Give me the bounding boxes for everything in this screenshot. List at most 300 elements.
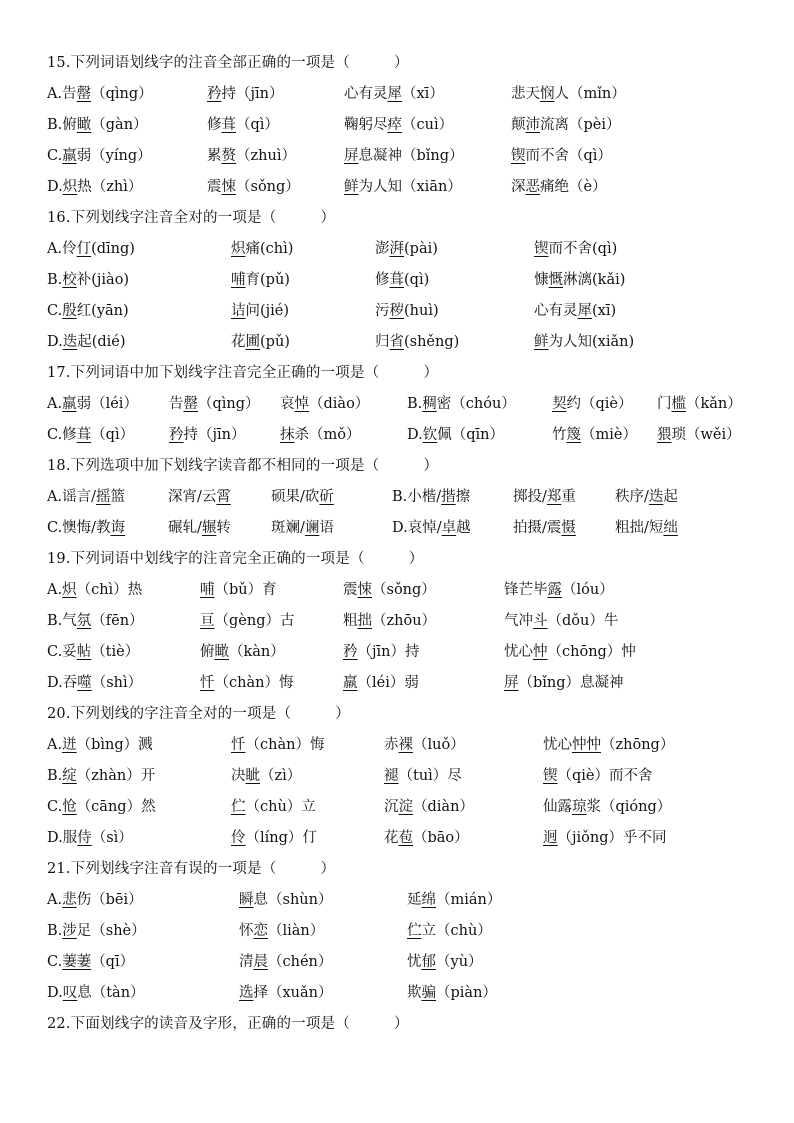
option-cell [47,172,142,203]
option-row [47,234,767,265]
underlined-character: 羸 [62,148,77,164]
option-item: 抹杀（mǒ） [280,427,361,443]
option-cell [47,327,126,358]
option-cell [657,420,741,451]
option-cell [168,482,231,513]
option-item: B.涉足（shè） [47,923,146,939]
option-item: 告罄（qìng） [169,396,260,412]
option-row [47,513,767,544]
option-item: 矜持（jīn） [207,86,284,102]
option-item: C.羸弱（yíng） [47,148,152,164]
option-cell [47,141,152,172]
underlined-character: 噬 [77,675,92,691]
option-row [47,978,767,1009]
underlined-character: 锲 [534,241,549,257]
option-item: 颠沛流离（pèi） [511,117,621,133]
option-item: B.绽（zhàn）开 [47,768,156,784]
option-cell [47,482,125,513]
option-cell [543,792,671,823]
option-cell [231,296,289,327]
option-cell [239,947,332,978]
option-item: 归省(shěng) [375,334,460,350]
underlined-character: 骗 [421,985,436,1001]
option-row [47,885,767,916]
option-item: B.气氛（fēn） [47,613,144,629]
option-cell [47,79,153,110]
option-row [47,79,767,110]
underlined-character: 篾 [566,427,581,443]
underlined-character: 哺 [200,582,215,598]
underlined-character: 郑 [546,489,562,505]
underlined-character: 殷 [62,303,77,319]
option-item: C.萋萋（qī） [47,954,135,970]
option-cell [511,79,626,110]
underlined-character: 钦 [422,427,438,443]
underlined-character: 忡 [533,644,548,660]
option-cell [375,327,459,358]
underlined-character: 恋 [253,923,268,939]
underlined-character: 羸 [62,396,77,412]
option-cell [47,792,156,823]
option-item: 忏（chàn）悔 [200,675,294,691]
option-item: 忧心忡（chōng）忡 [504,644,636,660]
option-item: A.告罄（qìng） [47,86,153,102]
option-cell [47,823,133,854]
option-item: 矜持（jīn） [169,427,246,443]
option-cell [200,637,285,668]
option-cell [407,978,497,1009]
underlined-character: 帖 [76,644,92,660]
option-cell [534,296,616,327]
underlined-character: 慑 [561,520,576,536]
option-cell [552,420,637,451]
option-item: 锲（qiè）而不舍 [543,768,653,784]
option-row [47,730,767,761]
underlined-character: 绽 [62,768,77,784]
option-row [47,296,767,327]
option-cell [504,606,618,637]
option-item: C.妥帖（tiè） [47,644,140,660]
underlined-character: 矜 [343,644,358,660]
option-item: 哀悼（diào） [280,396,370,412]
option-item: 赤裸（luǒ） [384,737,465,753]
option-cell [392,513,471,544]
underlined-character: 锲 [543,768,558,784]
underlined-character: 葺 [76,427,92,443]
underlined-character: 萋萋 [62,954,92,970]
option-row [47,265,767,296]
underlined-character: 矜 [207,86,222,102]
question-stem: 21.下列划线字注音有误的一项是（ ） [47,861,336,877]
option-item: 修葺(qì) [375,272,430,288]
option-cell [47,637,139,668]
option-item: A.谣言/摇篮 [47,489,125,505]
option-item: 俯瞰（kàn） [200,644,285,660]
underlined-character: 屏 [504,675,519,691]
option-cell [280,420,360,451]
option-cell [200,668,293,699]
option-cell [231,234,293,265]
underlined-character: 绵 [421,892,436,908]
option-item: 沉淀（diàn） [384,799,474,815]
option-item: 忧郁（yù） [407,954,483,970]
underlined-character: 摇 [95,489,111,505]
option-item: A.炽（chì）热 [47,582,143,598]
underlined-character: 忡忡 [572,737,601,753]
option-cell [169,389,260,420]
option-cell [47,234,135,265]
underlined-character: 湃 [389,241,404,257]
option-cell [344,172,462,203]
option-item: 伫立（chù） [407,923,492,939]
question-stem: 22.下面划线字的读音及字形，正确的一项是（ ） [47,1016,409,1032]
underlined-character: 猥 [657,427,672,443]
option-item: 慷慨淋漓(kǎi) [534,272,626,288]
underlined-character: 稠 [422,396,437,412]
option-cell [47,575,142,606]
option-item: A.迸（bìng）溅 [47,737,153,753]
option-item: D.服侍（sì） [47,830,133,846]
option-item: D.吞噬（shì） [47,675,143,691]
option-cell [513,482,576,513]
option-item: 深恶痛绝（è） [511,179,607,195]
option-item: 碾轧/辗转 [168,520,231,536]
underlined-character: 抹 [280,427,295,443]
option-cell [231,792,316,823]
option-cell [344,79,444,110]
underlined-character: 悚 [221,179,236,195]
option-row [47,327,767,358]
option-cell [543,730,674,761]
option-cell [47,885,143,916]
option-item: 锲而不舍(qì) [534,241,618,257]
option-cell [511,172,607,203]
option-item: 锋芒毕露（lóu） [504,582,614,598]
underlined-character: 悚 [357,582,372,598]
underlined-character: 霄 [216,489,231,505]
option-cell [513,513,576,544]
option-row [47,172,767,203]
underlined-character: 鲜 [534,334,549,350]
underlined-character: 锲 [511,148,526,164]
option-item: A.伶仃(dīng) [47,241,135,257]
underlined-character: 犀 [577,303,592,319]
option-cell [343,668,419,699]
underlined-character: 慨 [548,272,563,288]
option-cell [552,389,633,420]
option-item: 延绵（mián） [407,892,502,908]
option-item: D.哀悼/卓越 [392,520,471,536]
option-cell [168,513,231,544]
option-cell [343,575,436,606]
option-cell [271,482,334,513]
option-item: C.修葺（qì） [47,427,135,443]
option-item: D.钦佩（qīn） [407,427,504,443]
option-cell [504,575,614,606]
option-cell [615,513,678,544]
underlined-character: 斗 [533,613,548,629]
underlined-character: 淀 [398,799,413,815]
option-item: 震悚（sǒng） [343,582,436,598]
option-item: 欺骗（piàn） [407,985,497,1001]
option-cell [511,110,621,141]
option-item: 屏息凝神（bǐng） [344,148,464,164]
option-item: 修葺（qì） [207,117,279,133]
underlined-character: 瘁 [387,117,402,133]
underlined-character: 斫 [319,489,334,505]
option-cell [47,606,144,637]
option-row [47,668,767,699]
option-row [47,606,767,637]
underlined-character: 炽 [62,179,78,195]
option-cell [375,296,439,327]
underlined-character: 炽 [231,241,246,257]
option-cell [231,730,324,761]
option-item: 鞠躬尽瘁（cuì） [344,117,454,133]
option-cell [47,668,142,699]
underlined-character: 赘 [221,148,236,164]
underlined-character: 亘 [200,613,215,629]
option-cell [407,420,504,451]
option-item: 忧心忡忡（zhōng） [543,737,675,753]
option-item: 悲天悯人（mǐn） [511,86,626,102]
option-row [47,761,767,792]
option-cell [344,141,464,172]
option-item: 斑斓/谰语 [271,520,334,536]
underlined-character: 露 [547,582,562,598]
option-item: 决眦（zì） [231,768,302,784]
underlined-character: 诲 [110,520,126,536]
underlined-character: 瞰 [76,117,92,133]
underlined-character: 鲜 [344,179,359,195]
underlined-character: 郁 [421,954,436,970]
underlined-character: 忏 [200,675,215,691]
option-item: 猥琐（wěi） [657,427,741,443]
underlined-character: 裸 [398,737,413,753]
option-cell [47,730,153,761]
underlined-character: 褪 [384,768,399,784]
option-cell [47,296,129,327]
option-item: D.炽热（zhì） [47,179,143,195]
option-cell [384,761,462,792]
option-item: 心有灵犀(xī) [534,303,617,319]
option-cell [231,327,290,358]
option-row [47,389,767,420]
underlined-character: 瞰 [214,644,229,660]
option-item: C.怆（cāng）然 [47,799,156,815]
underlined-character: 卓 [441,520,457,536]
option-cell [384,823,469,854]
underlined-character: 叹 [62,985,78,1001]
option-item: C.殷红(yān) [47,303,129,319]
underlined-character: 悼 [294,396,309,412]
option-row [47,110,767,141]
option-cell [47,916,146,947]
underlined-character: 仃 [76,241,92,257]
option-cell [504,637,636,668]
option-item: 震悚（sǒng） [207,179,300,195]
option-item: 花圃(pǔ) [231,334,290,350]
option-cell [231,761,301,792]
underlined-character: 迭 [648,489,664,505]
option-cell [534,234,617,265]
question-stem: 20.下列划线的字注音全对的一项是（ ） [47,706,350,722]
option-row [47,823,767,854]
question-stem: 17.下列词语中加下划线字注音完全正确的一项是（ ） [47,365,439,381]
option-cell [169,420,245,451]
underlined-character: 苞 [398,830,413,846]
option-cell [392,482,470,513]
option-cell [47,761,155,792]
option-cell [200,606,294,637]
option-item: 门槛（kǎn） [657,396,742,412]
option-cell [384,792,474,823]
option-cell [47,420,134,451]
option-cell [343,606,436,637]
option-item: 污秽(huì) [375,303,439,319]
option-row [47,420,767,451]
question-stem: 16.下列划线字注音全对的一项是（ ） [47,210,336,226]
underlined-character: 侍 [77,830,92,846]
underlined-character: 伫 [407,923,422,939]
option-item: D.迭起(dié) [47,334,126,350]
option-item: 哺育(pǔ) [231,272,290,288]
option-item: 褪（tuì）尽 [384,768,462,784]
option-cell [200,575,277,606]
underlined-character: 羸 [343,675,358,691]
option-cell [47,947,134,978]
option-item: 粗拙（zhōu） [343,613,437,629]
option-cell [343,637,419,668]
underlined-character: 谰 [304,520,320,536]
option-cell [207,79,283,110]
option-cell [239,885,332,916]
underlined-character: 秽 [389,303,404,319]
option-cell [534,327,634,358]
underlined-character: 忏 [231,737,246,753]
option-item: 清晨（chén） [239,954,333,970]
option-item: 炽痛(chì) [231,241,294,257]
underlined-character: 罄 [76,86,92,102]
question-stem: 19.下列词语中划线字的注音完全正确的一项是（ ） [47,551,424,567]
option-item: 深宵/云霄 [168,489,231,505]
underlined-character: 矜 [169,427,184,443]
option-item: 瞬息（shùn） [239,892,333,908]
option-item: B.小楷/揩擦 [392,489,471,505]
option-cell [231,823,317,854]
underlined-character: 绌 [663,520,678,536]
option-item: 硕果/砍斫 [271,489,334,505]
underlined-character: 葺 [389,272,404,288]
option-cell [47,513,125,544]
option-row [47,792,767,823]
option-cell [543,761,653,792]
underlined-character: 槛 [671,396,686,412]
underlined-character: 悯 [540,86,555,102]
option-cell [534,265,625,296]
underlined-character: 沛 [525,117,540,133]
option-item: 花苞（bāo） [384,830,469,846]
option-cell [384,730,465,761]
underlined-character: 氛 [76,613,92,629]
option-cell [511,141,612,172]
underlined-character: 选 [239,985,254,1001]
underlined-character: 晨 [253,954,268,970]
underlined-character: 哺 [231,272,246,288]
underlined-character: 伶 [231,830,246,846]
underlined-character: 迸 [62,737,77,753]
option-row [47,637,767,668]
option-item: A.羸弱（léi） [47,396,138,412]
option-item: 伫（chù）立 [231,799,316,815]
option-item: 仙露琼浆（qióng） [543,799,672,815]
option-row [47,947,767,978]
option-item: 竹篾（miè） [552,427,637,443]
option-row [47,141,767,172]
option-cell [375,234,438,265]
option-item: 澎湃(pài) [375,241,438,257]
option-item: 累赘（zhuì） [207,148,296,164]
option-cell [504,668,624,699]
option-cell [47,389,138,420]
underlined-character: 葺 [221,117,236,133]
option-item: 亘（gèng）古 [200,613,295,629]
underlined-character: 炽 [62,582,77,598]
underlined-character: 省 [389,334,404,350]
underlined-character: 圃 [245,334,260,350]
option-item: 羸（léi）弱 [343,675,419,691]
underlined-character: 契 [552,396,567,412]
option-cell [615,482,678,513]
option-row [47,916,767,947]
underlined-character: 怆 [62,799,77,815]
underlined-character: 眦 [245,768,260,784]
option-cell [47,978,145,1009]
exercise-page [47,48,767,1040]
underlined-character: 辗 [201,520,217,536]
option-item: 锲而不舍（qì） [511,148,612,164]
option-row [47,575,767,606]
option-item: C.懊悔/教诲 [47,520,126,536]
underlined-character: 拙 [357,613,372,629]
option-item: 屏（bǐng）息凝神 [504,675,624,691]
option-item: B.俯瞰（gàn） [47,117,148,133]
option-item: 气冲斗（dǒu）牛 [504,613,619,629]
option-item: 秩序/迭起 [615,489,678,505]
option-item: D.叹息（tàn） [47,985,145,1001]
question-stem: 15.下列词语划线字的注音全部正确的一项是（ ） [47,55,409,71]
option-item: 伶（líng）仃 [231,830,317,846]
option-item: 迥（jiǒng）乎不同 [543,830,667,846]
option-cell [207,172,300,203]
option-cell [207,110,279,141]
option-cell [657,389,742,420]
underlined-character: 迥 [543,830,558,846]
underlined-character: 涉 [62,923,77,939]
option-item: 哺（bǔ）育 [200,582,277,598]
option-item: 鲜为人知（xiān） [344,179,462,195]
option-item: 选择（xuǎn） [239,985,333,1001]
option-item: 怀恋（liàn） [239,923,325,939]
option-item: B.稠密（chóu） [407,396,516,412]
option-item: 忏（chàn）悔 [231,737,325,753]
underlined-character: 伫 [231,799,246,815]
option-cell [231,265,290,296]
underlined-character: 罄 [183,396,198,412]
option-cell [47,110,148,141]
option-item: 掷投/郑重 [513,489,576,505]
option-item: 心有灵犀（xī） [344,86,444,102]
